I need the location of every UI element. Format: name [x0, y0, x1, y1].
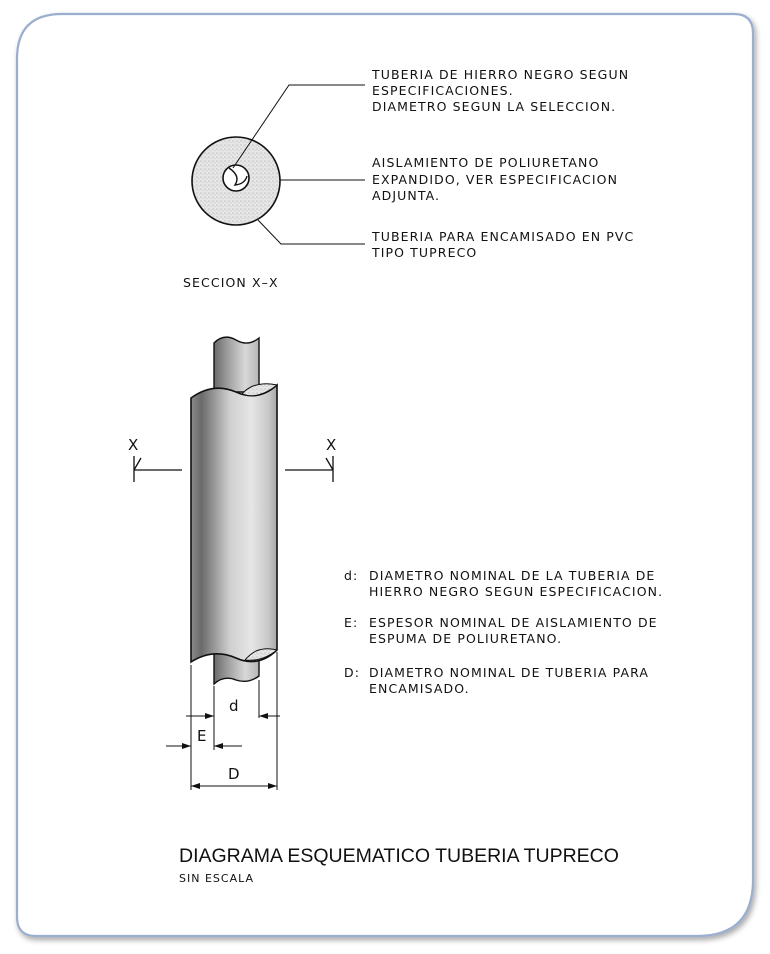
callout-casing-line-1: TUBERIA PARA ENCAMISADO EN PVC [372, 229, 635, 244]
outer-casing [191, 385, 277, 662]
legend-d-line-1: DIAMETRO NOMINAL DE LA TUBERIA DE [369, 568, 656, 583]
callout-pipe-line-3: DIAMETRO SEGUN LA SELECCION. [372, 99, 617, 114]
cut-mark-right-label: X [326, 436, 337, 454]
legend-D-line-2: ENCAMISADO. [369, 681, 470, 696]
callout-casing-line-2: TIPO TUPRECO [372, 245, 478, 260]
callout-pipe-line-2: ESPECIFICACIONES. [372, 83, 514, 98]
legend-d-line-2: HIERRO NEGRO SEGUN ESPECIFICACION. [369, 584, 664, 599]
callout-pipe-line-1: TUBERIA DE HIERRO NEGRO SEGUN [372, 67, 630, 82]
dimension-label-D: D [228, 765, 240, 783]
legend-E-line-1: ESPESOR NOMINAL DE AISLAMIENTO DE [369, 615, 658, 630]
pipe-section-circle [223, 165, 249, 191]
callout-insulation-line-2: EXPANDIDO, VER ESPECIFICACION [372, 172, 619, 187]
cut-mark-left-label: X [128, 436, 139, 454]
cut-mark-left [134, 456, 182, 482]
dimension-label-E: E [197, 727, 207, 745]
legend-D-line-1: DIAMETRO NOMINAL DE TUBERIA PARA [369, 665, 650, 680]
legend-E-line-2: ESPUMA DE POLIURETANO. [369, 631, 563, 646]
diagram-subtitle: SIN ESCALA [179, 872, 254, 885]
pipe-elevation [191, 337, 277, 684]
legend-key-d: d: [344, 568, 359, 583]
diagram-title: DIAGRAMA ESQUEMATICO TUBERIA TUPRECO [179, 845, 619, 867]
legend [344, 568, 663, 696]
cross-section [192, 85, 365, 244]
legend-key-E: E: [344, 615, 359, 630]
callout-insulation-line-3: ADJUNTA. [372, 188, 441, 203]
leader-casing [258, 220, 365, 244]
inner-pipe-top [214, 337, 259, 392]
section-label: SECCION X–X [183, 275, 279, 290]
dimension-label-d: d [229, 697, 239, 715]
legend-key-D: D: [344, 665, 361, 680]
callout-insulation-line-1: AISLAMIENTO DE POLIURETANO [372, 155, 600, 170]
cut-mark-right [285, 456, 333, 482]
